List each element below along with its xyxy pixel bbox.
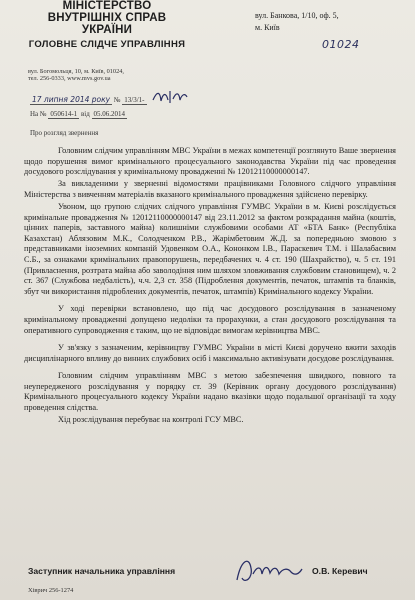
recipient-address-line: м. Київ	[255, 23, 280, 32]
ministry-name	[22, 0, 192, 36]
signatory-name: О.В. Керевич	[312, 566, 368, 576]
body-paragraph: Хід розслідування перебуває на контролі ГСУ МВС.	[58, 415, 244, 425]
executor-contact: Хіврич 256-1274	[28, 587, 74, 594]
ministry-line: МІНІСТЕРСТВО	[62, 0, 152, 12]
body-paragraph: У ході перевірки встановлено, що під час досудового розслідування в зазначеному кримінальному провадженні допущено недоліки та прорахунки, а стан досудового розслідування та оперативного супроводження є таким, що не відповідає вимогам керівництва МВС.	[24, 304, 396, 335]
recipient-address	[255, 10, 339, 34]
outgoing-reference	[30, 95, 147, 104]
letterhead	[22, 0, 192, 50]
reply-date: 05.06.2014	[93, 110, 125, 118]
incoming-reference	[30, 110, 127, 118]
sender-address	[28, 68, 124, 83]
body-paragraph: Головним слідчим управлінням МВС з метою забезпечення швидкого, повного та неупередженого розслідування у порядку ст. 39 (Керівник органу досудового розслідування) Кримінального процесуального кодексу України надано вказівки щодо подальшої організації та ходу проведення слідства.	[24, 371, 396, 413]
subject-line: Про розгляд звернення	[30, 129, 99, 137]
address-line: вул. Богомольця, 10, м. Київ, 01024,	[28, 68, 124, 75]
body-paragraph: Увоном, що групою слідчих слідчого управління ГУМВС України в м. Києві розслідується кримінальне провадження № 12012110000000147 від 23.11.2012 за фактом розкрадання майна (коштів, цінних паперів, заставного майна) колишніми службовими особами АТ «БТА Банк» (Республіка Казахстан) Аблязовим М.К., Солодченком Р.В., Жарімбетовим Ж.Д. за попередньою змовою з представниками іноземних компаній Удовенком О.А., Кононком І.В., Параскевич Т.М. і Шалабасвим С.Б., за ознаками кримінальних правопорушень, передбачених ч. 4 ст. 190 (Шахрайство), ч. 5 ст. 191 (Привласнення, розтрата майна або заволодіння ним шляхом зловживання службовим становищем), ч. 2 ст. 367 (Службова недбалість), ч.ч. 2,3 ст. 358 (Підроблення документів, печаток, штампів та бланків, збут чи використання підроблених документів, печаток, штампів) Кримінального кодексу України.	[24, 201, 396, 296]
handwritten-number-mark	[151, 88, 189, 106]
body-paragraph: Головним слідчим управлінням МВС України в межах компетенції розглянуто Ваше звернення щодо порушення вимог кримінального процесуального законодавства України під час проведення досудового розслідування у кримінальному провадженні № 12012110000000147.	[24, 146, 396, 177]
signatory-title: Заступник начальника управління	[28, 566, 176, 576]
recipient-address-line: вул. Банкова, 1/10, оф. 5,	[255, 11, 339, 20]
department-name: ГОЛОВНЕ СЛІДЧЕ УПРАВЛІННЯ	[28, 39, 186, 50]
ministry-line: УКРАЇНИ	[81, 24, 133, 36]
address-line: тел. 256-0333, www.mvs.gov.ua	[28, 75, 111, 83]
reply-from-label: від	[80, 110, 90, 118]
letter-body	[24, 146, 396, 427]
letter-number: 13/3/1-	[124, 96, 145, 104]
body-paragraph: У зв'язку з зазначеним, керівництву ГУМВС України в місті Києві доручено вжити заходів дисциплінарного впливу до винних службових осіб і максимально активізувати досудове розслідування.	[24, 343, 396, 363]
handwritten-signature	[233, 552, 305, 590]
body-paragraph: За викладеними у зверненні відомостями працівниками Головного слідчого управління Міністерства з вивченням матеріалів вказаного кримінального провадження здійснено перевірку.	[24, 179, 396, 199]
reply-label: На №	[30, 110, 47, 118]
ministry-line: ВНУТРІШНІХ СПРАВ	[47, 12, 167, 24]
registration-number: 01024	[322, 38, 360, 51]
number-prefix: №	[113, 96, 121, 104]
letter-date: 17 липня 2014 року	[32, 95, 111, 104]
reply-number: 050614-1	[50, 110, 78, 118]
